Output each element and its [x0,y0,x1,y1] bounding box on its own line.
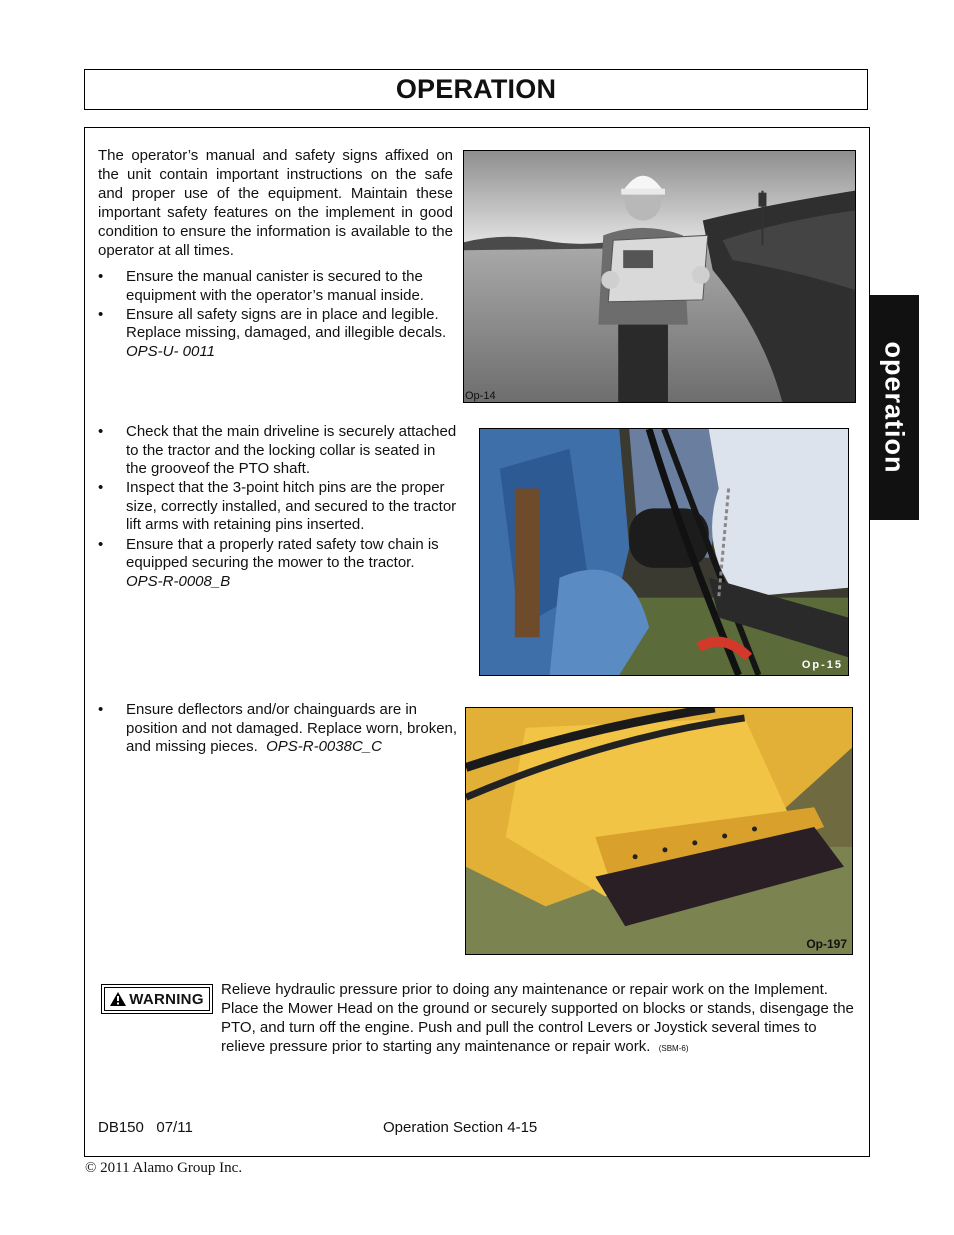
bullet-icon: • [98,701,104,718]
list-item: • Ensure all safety signs are in place and legible. Replace missing, damaged, and illegible decals. OPS-U- 0011 [98,305,447,360]
warning-message: Relieve hydraulic pressure prior to doing any maintenance or repair work on the Implement. Place the Mower Head on the ground or securely supported on blocks or stands, disengage the PTO, and turn off the engine. Push and pull the control Levers or Joystick several times to relieve pressure prior to starting any maintenance or repair work. (SBM-6) [221,981,854,1055]
section1-bullet-list [98,268,453,362]
page-header [84,69,868,110]
page-title: OPERATION [395,74,557,104]
warning-triangle-icon [110,992,126,1006]
bullet-icon: • [98,268,104,285]
list-item: • Ensure deflectors and/or chainguards are in position and not damaged. Replace worn, broken, and missing pieces. OPS-R-0038C_C [98,701,458,756]
bullet-icon: • [98,305,104,323]
section2-bullet-list [98,423,460,592]
list-item: • Check that the main driveline is securely attached to the tractor and the locking collar is seated in the grooveof the PTO shaft. [98,423,457,478]
section3-bullet-list [98,701,460,757]
list-item: • Inspect that the 3-point hitch pins are the proper size, correctly installed, and secured to the tractor lift arms with retaining pins inserted. [98,479,457,534]
bullet-icon: • [98,423,104,440]
document-id: DB150 07/11 [98,1119,193,1136]
photo-driveline-hitch [479,428,849,676]
photo-caption: Op-14 [465,390,496,402]
warning-code: (SBM-6) [658,1044,689,1053]
photo-caption: Op-197 [806,937,847,951]
photo-mower-deflectors [465,707,853,955]
ops-code: OPS-U- 0011 [126,342,215,360]
bullet-icon: • [98,479,104,497]
warning-badge [101,984,213,1014]
bullet-icon: • [98,535,104,553]
list-item: • Ensure that a properly rated safety tow chain is equipped securing the mower to the tractor. OPS-R-0008_B [98,535,439,590]
photo-operator-reading-manual [463,150,856,403]
list-item: • Ensure the manual canister is secured to the equipment with the operator’s manual inside. [98,268,424,304]
section-side-tab [869,295,919,520]
side-tab-label: operation [879,341,910,474]
intro-paragraph: The operator’s manual and safety signs affixed on the unit contain important instructions on the safe and proper use of the equipment. Maintain these important safety features on the implement in good condition to ensure the information is available to the operator at all times. [98,147,453,259]
photo-caption: Op-15 [801,659,843,671]
copyright: © 2011 Alamo Group Inc. [85,1160,243,1176]
ops-code: OPS-R-0038C_C [266,738,382,756]
warning-label: WARNING [129,990,204,1008]
page-number: Operation Section 4-15 [383,1119,538,1136]
ops-code: OPS-R-0008_B [126,572,231,590]
